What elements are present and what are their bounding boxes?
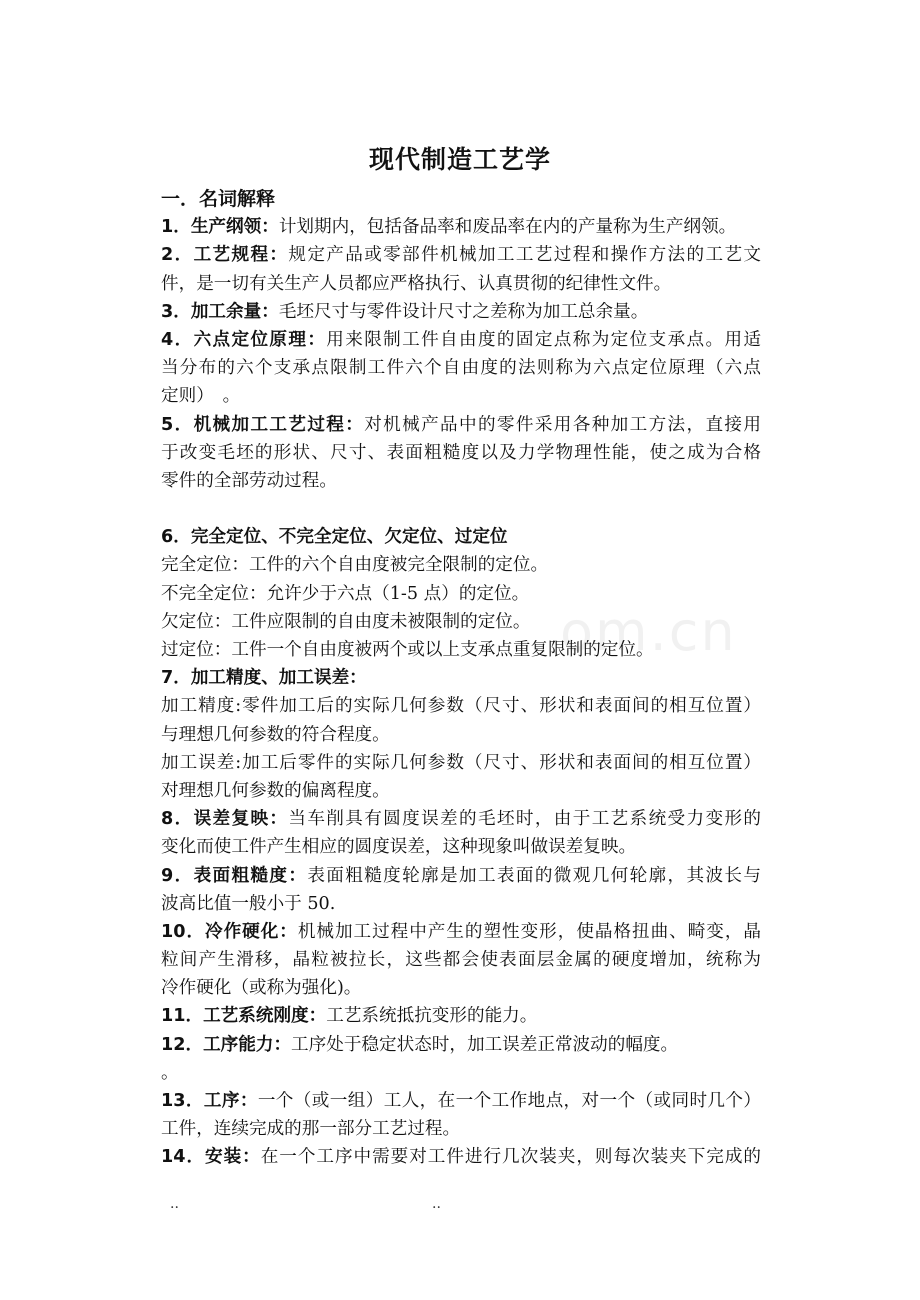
term-text-line: 欠定位：工件应限制的自由度未被限制的定位。 xyxy=(161,611,531,632)
term-text: 表面粗糙度轮廓是加工表面的微观几何轮廓，其波长与 xyxy=(307,865,761,886)
term-6-heading: 6．完全定位、不完全定位、欠定位、过定位 xyxy=(161,527,508,548)
term-10 xyxy=(161,918,761,946)
term-11 xyxy=(161,1002,761,1030)
term-label: 9．表面粗糙度： xyxy=(161,865,308,886)
footer-mark-left: .. xyxy=(170,1196,179,1212)
term-text-line: 于改变毛坯的形状、尺寸、表面粗糙度以及力学物理性能，使之成为合格 xyxy=(161,442,761,463)
term-label: 13．工序： xyxy=(161,1091,258,1111)
term-label: 11．工艺系统刚度： xyxy=(161,1006,327,1027)
section-heading: 一．名词解释 xyxy=(161,188,276,210)
document-title: 现代制造工艺学 xyxy=(368,145,551,174)
term-label: 12．工序能力： xyxy=(161,1034,292,1055)
term-text: 计划期内，包括备品率和废品率在内的产量称为生产纲领。 xyxy=(278,217,737,238)
term-label: 4．六点定位原理： xyxy=(161,329,327,350)
term-9 xyxy=(161,862,761,890)
term-text: 在一个工序中需要对工件进行几次装夹，则每次装夹下完成的 xyxy=(260,1147,761,1168)
term-text-line: 与理想几何参数的符合程度。 xyxy=(161,724,390,745)
term-2 xyxy=(161,241,761,269)
term-text-line: 粒间产生滑移，晶粒被拉长，这些都会使表面层金属的硬度增加，统称为 xyxy=(161,950,761,971)
blank-line xyxy=(161,495,761,523)
term-5 xyxy=(161,411,761,439)
term-text-line: 加工精度:零件加工后的实际几何参数（尺寸、形状和表面间的相互位置） xyxy=(161,696,761,717)
term-4 xyxy=(161,326,761,354)
term-text-line: 变化而使工件产生相应的圆度误差，这种现象叫做误差复映。 xyxy=(161,837,637,858)
term-1 xyxy=(161,213,761,241)
term-text: 当车削具有圆度误差的毛坯时，由于工艺系统受力变形的 xyxy=(288,809,761,830)
term-text-line: 零件的全部劳动过程。 xyxy=(161,470,337,491)
term-label: 10．冷作硬化： xyxy=(161,921,298,942)
term-text: 工艺系统抵抗变形的能力。 xyxy=(326,1006,538,1027)
term-text-line: 不完全定位：允许少于六点（1-5 点）的定位。 xyxy=(161,583,530,604)
term-text: 用来限制工件自由度的固定点称为定位支承点。用适 xyxy=(326,329,761,350)
term-text: 规定产品或零部件机械加工工艺过程和操作方法的工艺文 xyxy=(288,245,761,266)
term-text-line: 。 xyxy=(161,1062,179,1083)
term-text-line: 完全定位：工件的六个自由度被完全限制的定位。 xyxy=(161,555,549,576)
term-label: 8．误差复映： xyxy=(161,809,289,830)
term-label: 5．机械加工工艺过程： xyxy=(161,414,365,435)
term-14 xyxy=(161,1143,761,1171)
term-text: 对机械产品中的零件采用各种加工方法，直接用 xyxy=(364,414,761,435)
term-text-line: 工件，连续完成的那一部分工艺过程。 xyxy=(161,1119,461,1140)
term-text: 工序处于稳定状态时，加工误差正常波动的幅度。 xyxy=(291,1034,679,1055)
term-3 xyxy=(161,298,761,326)
term-7-heading: 7．加工精度、加工误差： xyxy=(161,668,367,689)
term-text: 毛坯尺寸与零件设计尺寸之差称为加工总余量。 xyxy=(278,301,649,322)
term-label: 2．工艺规程： xyxy=(161,245,289,266)
term-text-line: 当分布的六个支承点限制工件六个自由度的法则称为六点定位原理（六点 xyxy=(161,358,761,379)
document-body xyxy=(161,185,761,1172)
term-text-line: 定则） 。 xyxy=(161,386,241,407)
term-label: 1．生产纲领： xyxy=(161,217,279,238)
term-12 xyxy=(161,1031,761,1059)
term-text: 一个（或一组）工人，在一个工作地点，对一个（或同时几个） xyxy=(257,1091,761,1111)
term-text: 机械加工过程中产生的塑性变形，使晶格扭曲、畸变，晶 xyxy=(297,921,761,942)
term-text-line: 对理想几何参数的偏离程度。 xyxy=(161,780,390,801)
term-text-line: 加工误差:加工后零件的实际几何参数（尺寸、形状和表面间的相互位置） xyxy=(161,752,761,773)
term-text-line: 件，是一切有关生产人员都应严格执行、认真贯彻的纪律性文件。 xyxy=(161,273,672,294)
term-text-line: 波高比值一般小于 50. xyxy=(161,893,336,914)
term-label: 3．加工余量： xyxy=(161,301,279,322)
term-8 xyxy=(161,805,761,833)
watermark: om.cn xyxy=(560,600,737,663)
term-label: 14．安装： xyxy=(161,1147,261,1168)
term-text-line: 过定位：工件一个自由度被两个或以上支承点重复限制的定位。 xyxy=(161,640,654,660)
footer-mark-center: .. xyxy=(432,1196,441,1212)
term-text-line: 冷作硬化（或称为强化)。 xyxy=(161,978,362,999)
term-13 xyxy=(161,1087,761,1115)
